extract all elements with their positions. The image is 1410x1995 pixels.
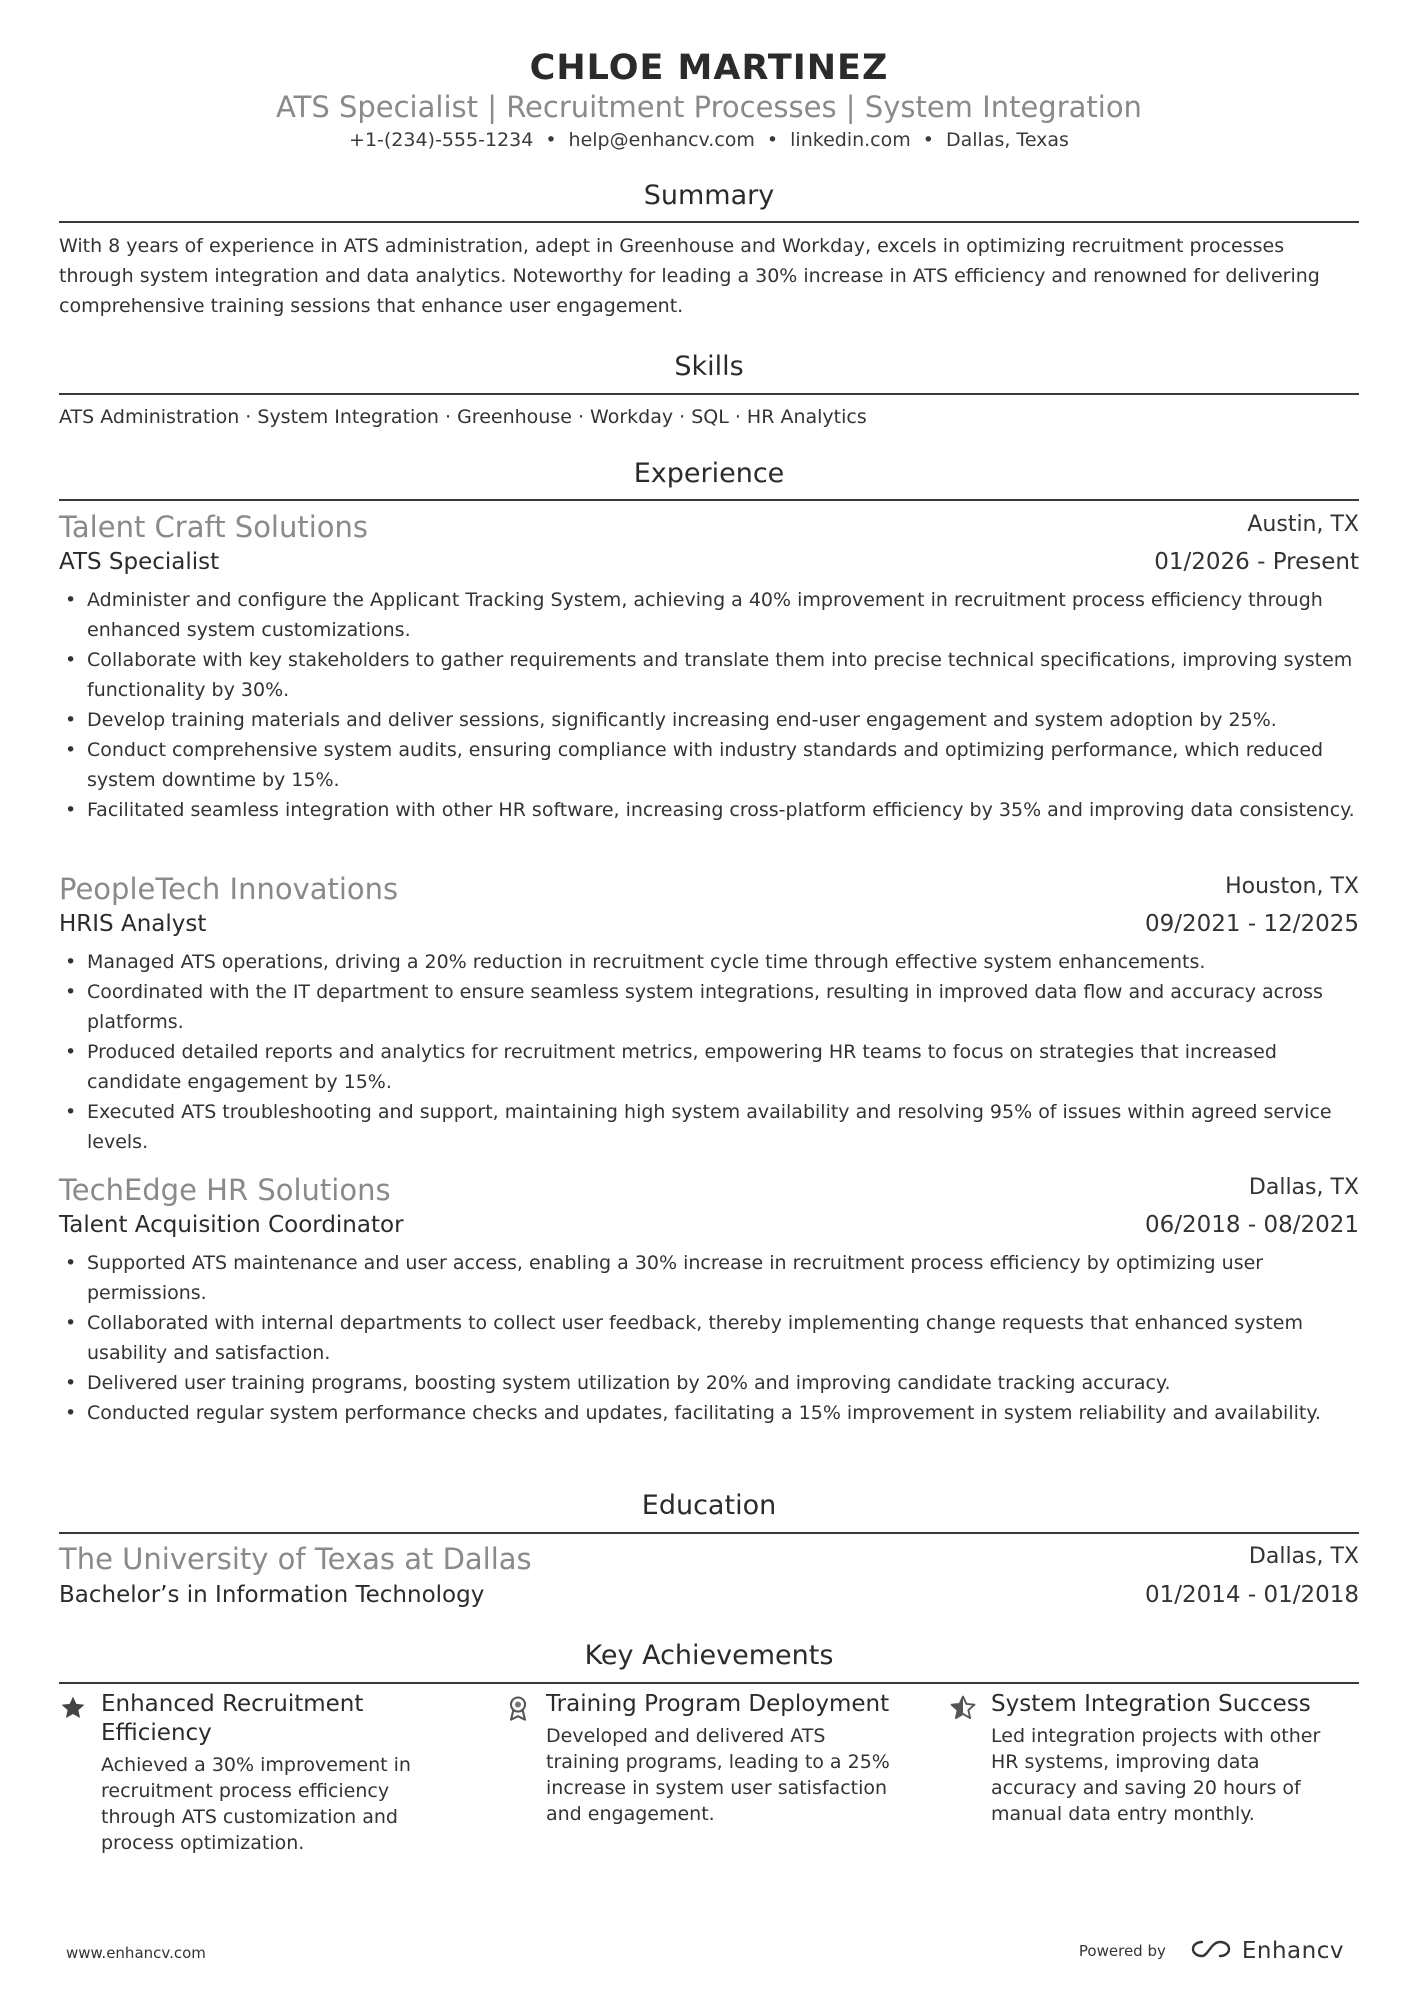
candidate-name: CHLOE MARTINEZ	[529, 48, 889, 88]
enhancv-logo-icon	[1188, 1938, 1234, 1964]
summary-divider	[59, 221, 1359, 223]
achievement-desc: Achieved a 30% improvement in recruitment process efficiency through ATS customization and process optimization.	[101, 1754, 411, 1854]
job-bullet: • Conducted regular system performance checks and updates, facilitating a 15% improvement in system reliability and availability.	[87, 1398, 1359, 1428]
award-ribbon-icon	[504, 1694, 532, 1722]
achievement-item	[59, 1690, 459, 1856]
contact-linkedin[interactable]: linkedin.com	[790, 129, 911, 151]
job-bullets	[59, 947, 1359, 1157]
contact-phone: +1-(234)-555-1234	[349, 129, 534, 151]
job-bullets	[59, 1248, 1359, 1428]
job-company: TechEdge HR Solutions	[59, 1173, 391, 1207]
brand-name: Enhancv	[1241, 1938, 1344, 1964]
education-heading: Education	[641, 1490, 777, 1521]
job-bullet: • Collaborated with internal departments to collect user feedback, thereby implementing change requests that enhanced system usability and satisfaction.	[87, 1308, 1359, 1368]
contact-separator: •	[545, 129, 557, 151]
job-dates: 09/2021 - 12/2025	[1144, 911, 1359, 937]
experience-heading: Experience	[633, 458, 785, 489]
footer-branding	[1079, 1936, 1344, 1966]
achievements-divider	[59, 1682, 1359, 1684]
education-dates: 01/2014 - 01/2018	[1144, 1582, 1359, 1608]
job-bullet: • Administer and configure the Applicant Tracking System, achieving a 40% improvement in recruitment process efficiency through enhanced system customizations.	[87, 585, 1359, 645]
job-role: ATS Specialist	[59, 549, 220, 575]
contact-email[interactable]: help@enhancv.com	[568, 129, 755, 151]
job-bullet: • Managed ATS operations, driving a 20% reduction in recruitment cycle time through effective system enhancements.	[87, 947, 1359, 977]
star-icon	[59, 1694, 87, 1722]
education-degree: Bachelor’s in Information Technology	[59, 1582, 485, 1608]
headline: ATS Specialist | Recruitment Processes | System Integration	[276, 90, 1142, 124]
education-school: The University of Texas at Dallas	[59, 1542, 532, 1576]
education-divider	[59, 1532, 1359, 1534]
contact-separator: •	[922, 129, 934, 151]
achievement-desc: Led integration projects with other HR systems, improving data accuracy and saving 20 hours of manual data entry monthly.	[991, 1725, 1321, 1825]
job-bullet: • Delivered user training programs, boosting system utilization by 20% and improving candidate tracking accuracy.	[87, 1368, 1359, 1398]
job-location: Houston, TX	[1225, 874, 1359, 899]
achievement-item	[504, 1690, 904, 1827]
summary-heading: Summary	[643, 180, 775, 211]
half-star-icon	[949, 1694, 977, 1722]
job-bullet: • Supported ATS maintenance and user access, enabling a 30% increase in recruitment process efficiency by optimizing user permissions.	[87, 1248, 1359, 1308]
job-dates: 06/2018 - 08/2021	[1144, 1212, 1359, 1238]
job-bullet: • Collaborate with key stakeholders to gather requirements and translate them into precise technical specifications, improving system functionality by 30%.	[87, 645, 1359, 705]
job-company: PeopleTech Innovations	[59, 872, 399, 906]
job-role: Talent Acquisition Coordinator	[59, 1212, 404, 1238]
contact-location: Dallas, Texas	[945, 129, 1069, 151]
job-bullet: • Develop training materials and deliver sessions, significantly increasing end-user engagement and system adoption by 25%.	[87, 705, 1359, 735]
job-bullet: • Conduct comprehensive system audits, ensuring compliance with industry standards and optimizing performance, which reduced system downtime by 15%.	[87, 735, 1359, 795]
education-location: Dallas, TX	[1248, 1544, 1359, 1569]
footer-website[interactable]: www.enhancv.com	[66, 1944, 206, 1962]
job-location: Austin, TX	[1247, 512, 1359, 537]
powered-by-label: Powered by	[1078, 1942, 1166, 1960]
achievements-heading: Key Achievements	[584, 1640, 834, 1671]
skills-heading: Skills	[674, 351, 744, 382]
job-bullet: • Facilitated seamless integration with other HR software, increasing cross-platform efficiency by 35% and improving data consistency.	[87, 795, 1359, 825]
achievement-title: Training Program Deployment	[546, 1691, 890, 1717]
contact-separator: •	[766, 129, 779, 151]
achievement-desc: Developed and delivered ATS training programs, leading to a 25% increase in system user satisfaction and engagement.	[546, 1725, 890, 1825]
contact-line	[59, 129, 1359, 151]
job-bullets	[59, 585, 1359, 825]
skills-divider	[59, 393, 1359, 395]
job-role: HRIS Analyst	[59, 911, 207, 937]
job-bullet: • Executed ATS troubleshooting and support, maintaining high system availability and resolving 95% of issues within agreed service levels.	[87, 1097, 1359, 1157]
achievement-title: Enhanced Recruitment Efficiency	[101, 1691, 364, 1746]
skills-list: ATS Administration · System Integration · Greenhouse · Workday · SQL · HR Analytics	[59, 406, 867, 428]
job-location: Dallas, TX	[1248, 1175, 1359, 1200]
experience-divider	[59, 499, 1359, 501]
achievement-item	[949, 1690, 1349, 1827]
job-bullet: • Coordinated with the IT department to ensure seamless system integrations, resulting in improved data flow and accuracy across platforms.	[87, 977, 1359, 1037]
job-company: Talent Craft Solutions	[59, 510, 369, 544]
summary-text: With 8 years of experience in ATS administration, adept in Greenhouse and Workday, excels in optimizing recruitment processes through system integration and data analytics. Noteworthy for leading a 30% increase in ATS efficiency and renowned for delivering comprehensive training sessions that enhance user engagement.	[59, 235, 1320, 317]
job-dates: 01/2026 - Present	[1154, 549, 1359, 575]
job-bullet: • Produced detailed reports and analytics for recruitment metrics, empowering HR teams to focus on strategies that increased candidate engagement by 15%.	[87, 1037, 1359, 1097]
achievement-title: System Integration Success	[991, 1691, 1311, 1717]
